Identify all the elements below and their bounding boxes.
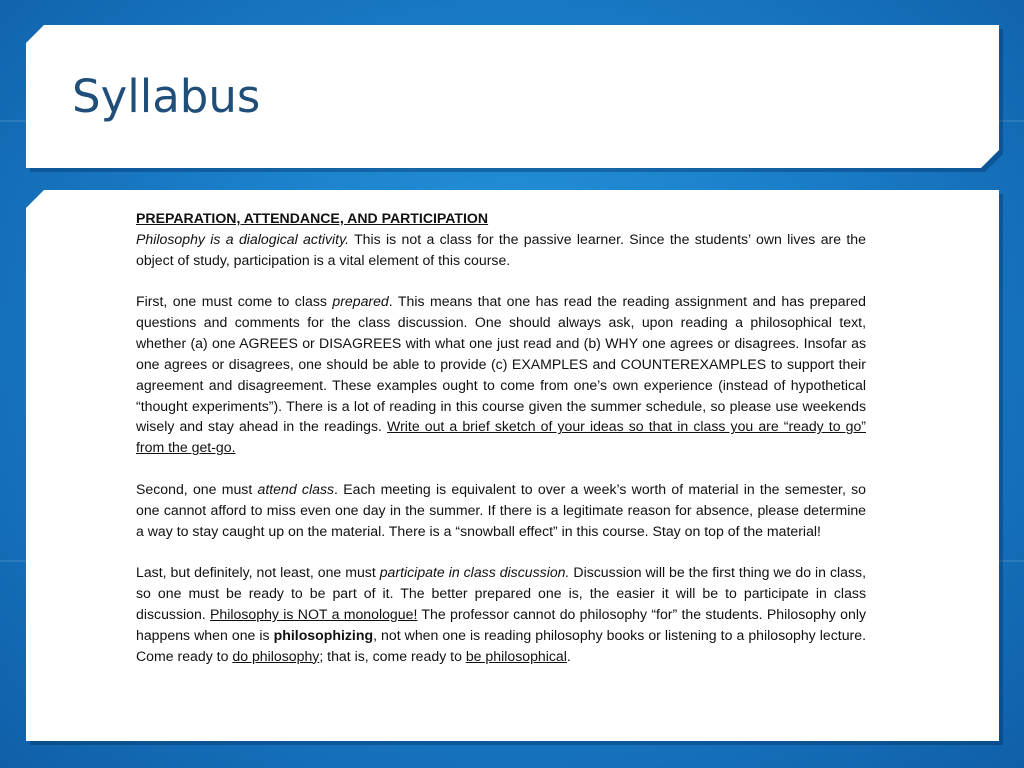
- attend-text-a: Second, one must: [136, 480, 258, 497]
- paragraph-participate: [136, 562, 866, 666]
- prepared-underline: Write out a brief sketch of your ideas so that in class you are “ready to go” from the get-go.: [136, 418, 866, 456]
- paragraph-prepared: [136, 291, 866, 458]
- participate-italic: participate in class discussion.: [379, 564, 570, 581]
- section-heading: PREPARATION, ATTENDANCE, AND PARTICIPATION: [136, 210, 489, 226]
- participate-bold: philosophizing: [273, 626, 374, 643]
- prepared-italic: prepared: [332, 293, 389, 310]
- participate-text-e: ; that is, come ready to: [319, 647, 466, 664]
- attend-text-b: . Each meeting is equivalent to over a week’s worth of material in the semester, so one cannot afford to miss even one day in the summer. If there is a legitimate reason for absence, please determine a way to stay caught up on the material. There is a “snowball effect” in this course. Stay on top of the material!: [136, 480, 866, 539]
- prepared-text-b: . This means that one has read the reading assignment and has prepared questions and comments for the class discussion. One should always ask, upon reading a philosophical text, whether (a) one AGREES or DISAGREES with what one just read and (b) WHY one agrees or disagrees. Insofar as one agrees or disagrees, one should be able to provide (c) EXAMPLES and COUNTEREXAMPLES to support their agreement and disagreement. These examples ought to come from one’s own experience (instead of hypothetical “thought experiments”). There is a lot of reading in this course given the summer schedule, so please use weekends wisely and stay ahead in the readings.: [136, 293, 866, 435]
- participate-underline-be: be philosophical: [465, 647, 567, 664]
- participate-text-c: The professor cannot do philosophy “for” the students. Philosophy only happens when one is: [136, 606, 866, 643]
- participate-underline-monologue: Philosophy is NOT a monologue!: [210, 606, 418, 623]
- participate-text-a: Last, but definitely, not least, one must: [136, 564, 380, 581]
- syllabus-document: [136, 208, 866, 667]
- intro-italic: Philosophy is a dialogical activity.: [136, 230, 349, 247]
- participate-text-d: , not when one is reading philosophy books or listening to a philosophy lecture. Come ready to: [136, 626, 866, 664]
- participate-underline-do: do philosophy: [232, 647, 320, 664]
- attend-italic: attend class: [257, 480, 335, 497]
- participate-text-f: .: [566, 647, 571, 664]
- participate-text-b: Discussion will be the first thing we do in class, so one must be ready to be part of it. The better prepared one is, the easier it will be to participate in class discussion.: [136, 564, 866, 623]
- paragraph-attend: [136, 479, 866, 542]
- prepared-text-a: First, one must come to class: [136, 293, 333, 310]
- section-heading-paragraph: [136, 208, 866, 271]
- slide-title: Syllabus: [72, 70, 261, 123]
- intro-text: This is not a class for the passive learner. Since the students’ own lives are the object of study, participation is a vital element of this course.: [136, 230, 866, 268]
